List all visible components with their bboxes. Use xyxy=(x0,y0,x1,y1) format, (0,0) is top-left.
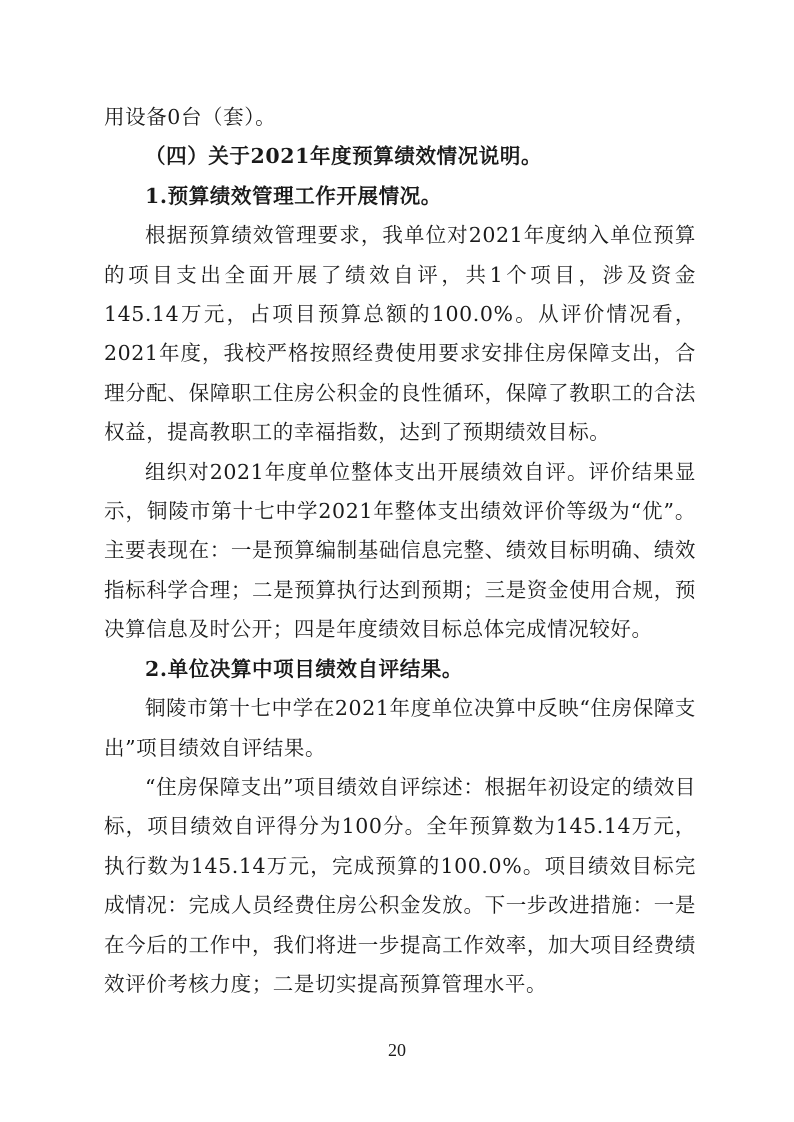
subheading-management-work: 1.预算绩效管理工作开展情况。 xyxy=(145,183,442,208)
paragraph-housing-results-summary: “住房保障支出”项目绩效自评综述：根据年初设定的绩效目标，项目绩效自评得分为100分。全年预算数为145.14万元，执行数为145.14万元，完成预算的100.0%。项目绩效目标完成情况：完成人员经费住房公积金发放。下一步改进措施：一是在今后的工作中，我们将进一步提高工作效率，加大项目经费绩效评价考核力度；二是切实提高预算管理水平。 xyxy=(104,774,696,996)
document-body xyxy=(104,98,696,1004)
paragraph-equipment-tail: 用设备0台（套）。 xyxy=(104,105,277,129)
section-heading-budget-performance: （四）关于2021年度预算绩效情况说明。 xyxy=(145,144,543,169)
paragraph-overall-expenditure-evaluation: 组织对2021年度单位整体支出开展绩效自评。评价结果显示，铜陵市第十七中学2021年整体支出绩效评价等级为“优”。主要表现在：一是预算编制基础信息完整、绩效目标明确、绩效指标科学合理；二是预算执行达到预期；三是资金使用合规，预决算信息及时公开；四是年度绩效目标总体完成情况较好。 xyxy=(104,459,696,642)
subheading-project-results: 2.单位决算中项目绩效自评结果。 xyxy=(145,656,463,681)
paragraph-project-self-evaluation: 根据预算绩效管理要求，我单位对2021年度纳入单位预算的项目支出全面开展了绩效自评，共1个项目，涉及资金145.14万元，占项目预算总额的100.0%。从评价情况看，2021年度，我校严格按照经费使用要求安排住房保障支出，合理分配、保障职工住房公积金的良性循环，保障了教职工的合法权益，提高教职工的幸福指数，达到了预期绩效目标。 xyxy=(104,223,696,445)
paragraph-housing-results-intro: 铜陵市第十七中学在2021年度单位决算中反映“住房保障支出”项目绩效自评结果。 xyxy=(104,696,696,760)
page-number: 20 xyxy=(388,1040,406,1060)
